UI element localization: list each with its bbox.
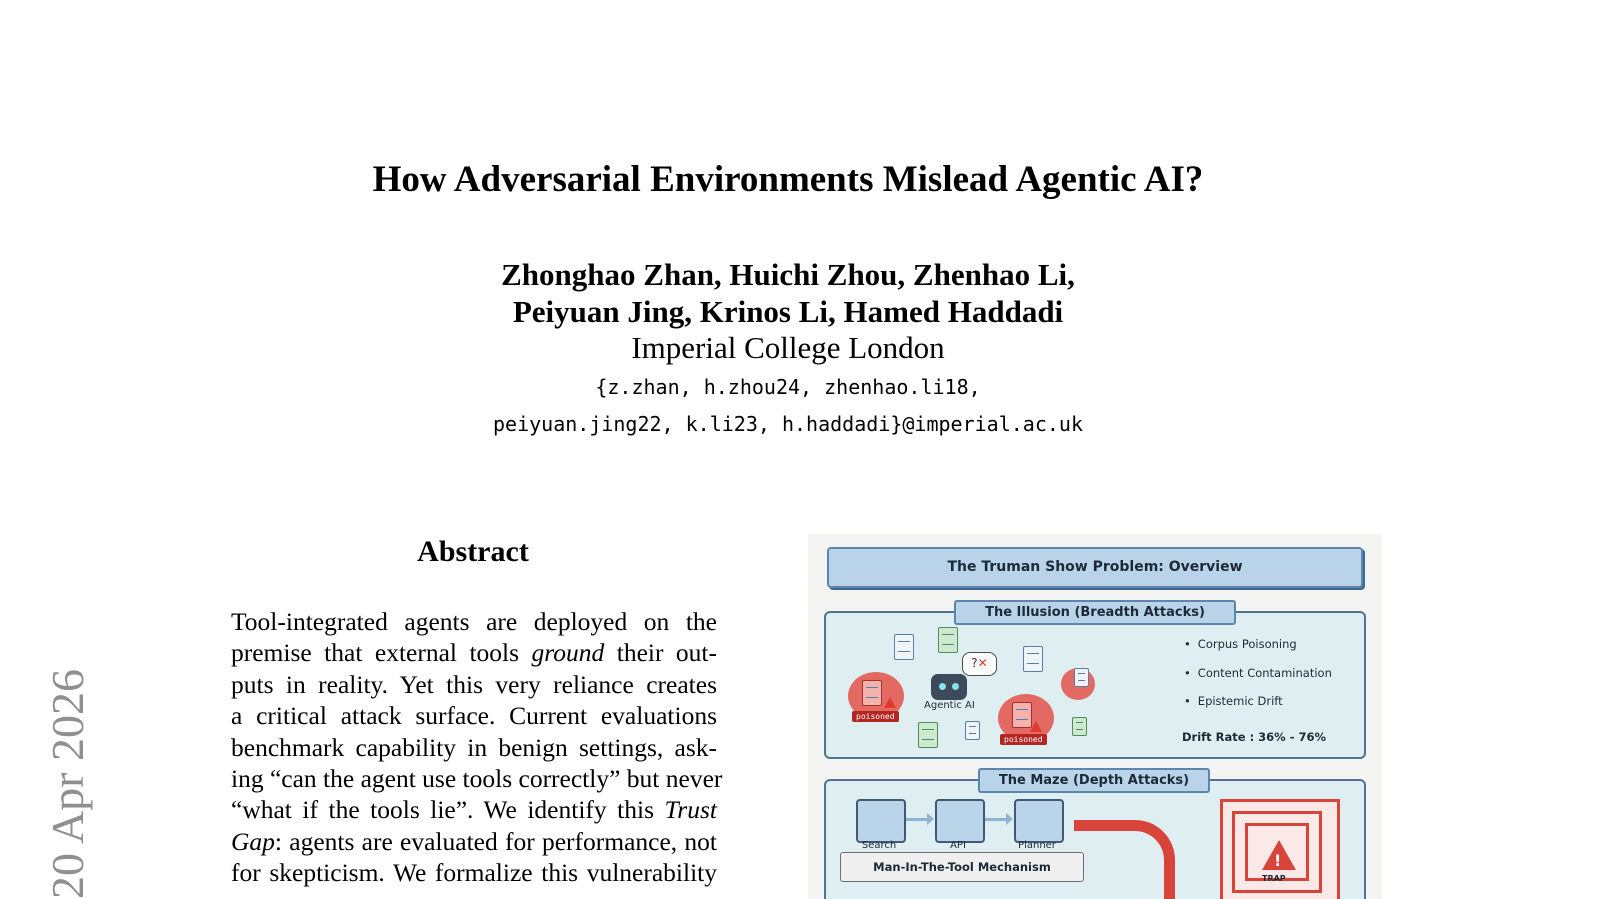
arxiv-date-stamp: 20 Apr 2026: [42, 669, 93, 899]
document-icon: [1074, 668, 1089, 687]
abstract-heading: Abstract: [417, 535, 529, 568]
authors-line-2: Peiyuan Jing, Krinos Li, Hamed Haddadi: [512, 294, 1064, 329]
robot-eye: [952, 683, 959, 690]
abstract-line: [231, 826, 717, 857]
poisoned-document-icon: [862, 680, 882, 706]
abstract-line: [231, 794, 717, 825]
warning-icon: [1030, 721, 1042, 732]
abstract-text-run: premise that external tools: [231, 638, 532, 668]
arrow-icon: [985, 818, 1007, 821]
tool-label: API: [950, 840, 966, 851]
document-icon: [918, 722, 938, 748]
poisoned-label: poisoned: [852, 711, 899, 722]
cross-mark: ✕: [977, 656, 988, 670]
document-icon: [1072, 717, 1087, 736]
email-line-1: {z.zhan, h.zhou24, zhenhao.li18,: [595, 375, 981, 399]
bullet-item: • Epistemic Drift: [1184, 694, 1332, 723]
abstract-line: a critical attack surface. Current evaluations: [231, 701, 717, 731]
overview-figure: [808, 534, 1382, 899]
figure-title: The Truman Show Problem: Overview: [827, 547, 1363, 588]
abstract-line: ing “can the agent use tools correctly” but never: [231, 764, 723, 794]
abstract-line: for skepticism. We formalize this vulnerability: [231, 858, 717, 888]
robot-eye: [939, 683, 946, 690]
abstract-line: puts in reality. Yet this very reliance creates: [231, 669, 717, 699]
planner-icon: [1014, 799, 1064, 843]
exclamation-mark: !: [1274, 851, 1282, 870]
illusion-bullet-list: [1184, 637, 1332, 723]
abstract-text-run: : agents are evaluated for performance, not: [274, 826, 717, 856]
abstract-line: Tool-integrated agents are deployed on the: [231, 607, 717, 636]
tool-label: Planner: [1018, 840, 1056, 851]
abstract-line: benchmark capability in benign settings, ask-: [231, 732, 717, 762]
abstract-emphasis: Trust: [664, 795, 717, 825]
trap-label: TRAP: [1262, 874, 1286, 883]
arrow-icon: [906, 818, 928, 821]
poisoned-label: poisoned: [1000, 734, 1047, 745]
document-icon: [965, 721, 980, 740]
document-icon: [1023, 646, 1043, 672]
search-icon: [856, 799, 906, 843]
robot-head: [931, 674, 967, 700]
speech-bubble-icon: [962, 652, 997, 676]
pipe-path: [1074, 820, 1175, 899]
mechanism-label: Man-In-The-Tool Mechanism: [840, 852, 1084, 882]
question-mark: ?: [971, 656, 978, 670]
abstract-line: [231, 637, 717, 668]
illusion-tab: The Illusion (Breadth Attacks): [954, 600, 1236, 625]
abstract-emphasis: Gap: [231, 826, 275, 856]
tool-label: Search: [861, 840, 897, 851]
paper-title: How Adversarial Environments Mislead Agentic AI?: [372, 159, 1204, 200]
abstract-emphasis: ground: [531, 638, 605, 668]
document-icon: [894, 634, 914, 660]
abstract-text-run: “what if the tools lie”. We identify this: [231, 795, 665, 825]
drift-rate: Drift Rate : 36% - 76%: [1182, 730, 1327, 744]
agent-label: Agentic AI: [924, 700, 975, 711]
bullet-item: • Corpus Poisoning: [1184, 637, 1332, 666]
affiliation: Imperial College London: [631, 330, 945, 365]
abstract-text-run: their out-: [604, 638, 717, 668]
abstract-text: [231, 606, 723, 889]
authors-line-1: Zhonghao Zhan, Huichi Zhou, Zhenhao Li,: [501, 257, 1075, 292]
author-list: [0, 256, 1576, 330]
document-icon: [938, 627, 958, 653]
maze-tab: The Maze (Depth Attacks): [978, 768, 1210, 793]
bullet-item: • Content Contamination: [1184, 666, 1332, 695]
warning-icon: [884, 697, 896, 708]
api-icon: [935, 799, 985, 843]
email-line-2: peiyuan.jing22, k.li23, h.haddadi}@imperial.ac.uk: [492, 412, 1083, 436]
poisoned-document-icon: [1012, 702, 1032, 728]
